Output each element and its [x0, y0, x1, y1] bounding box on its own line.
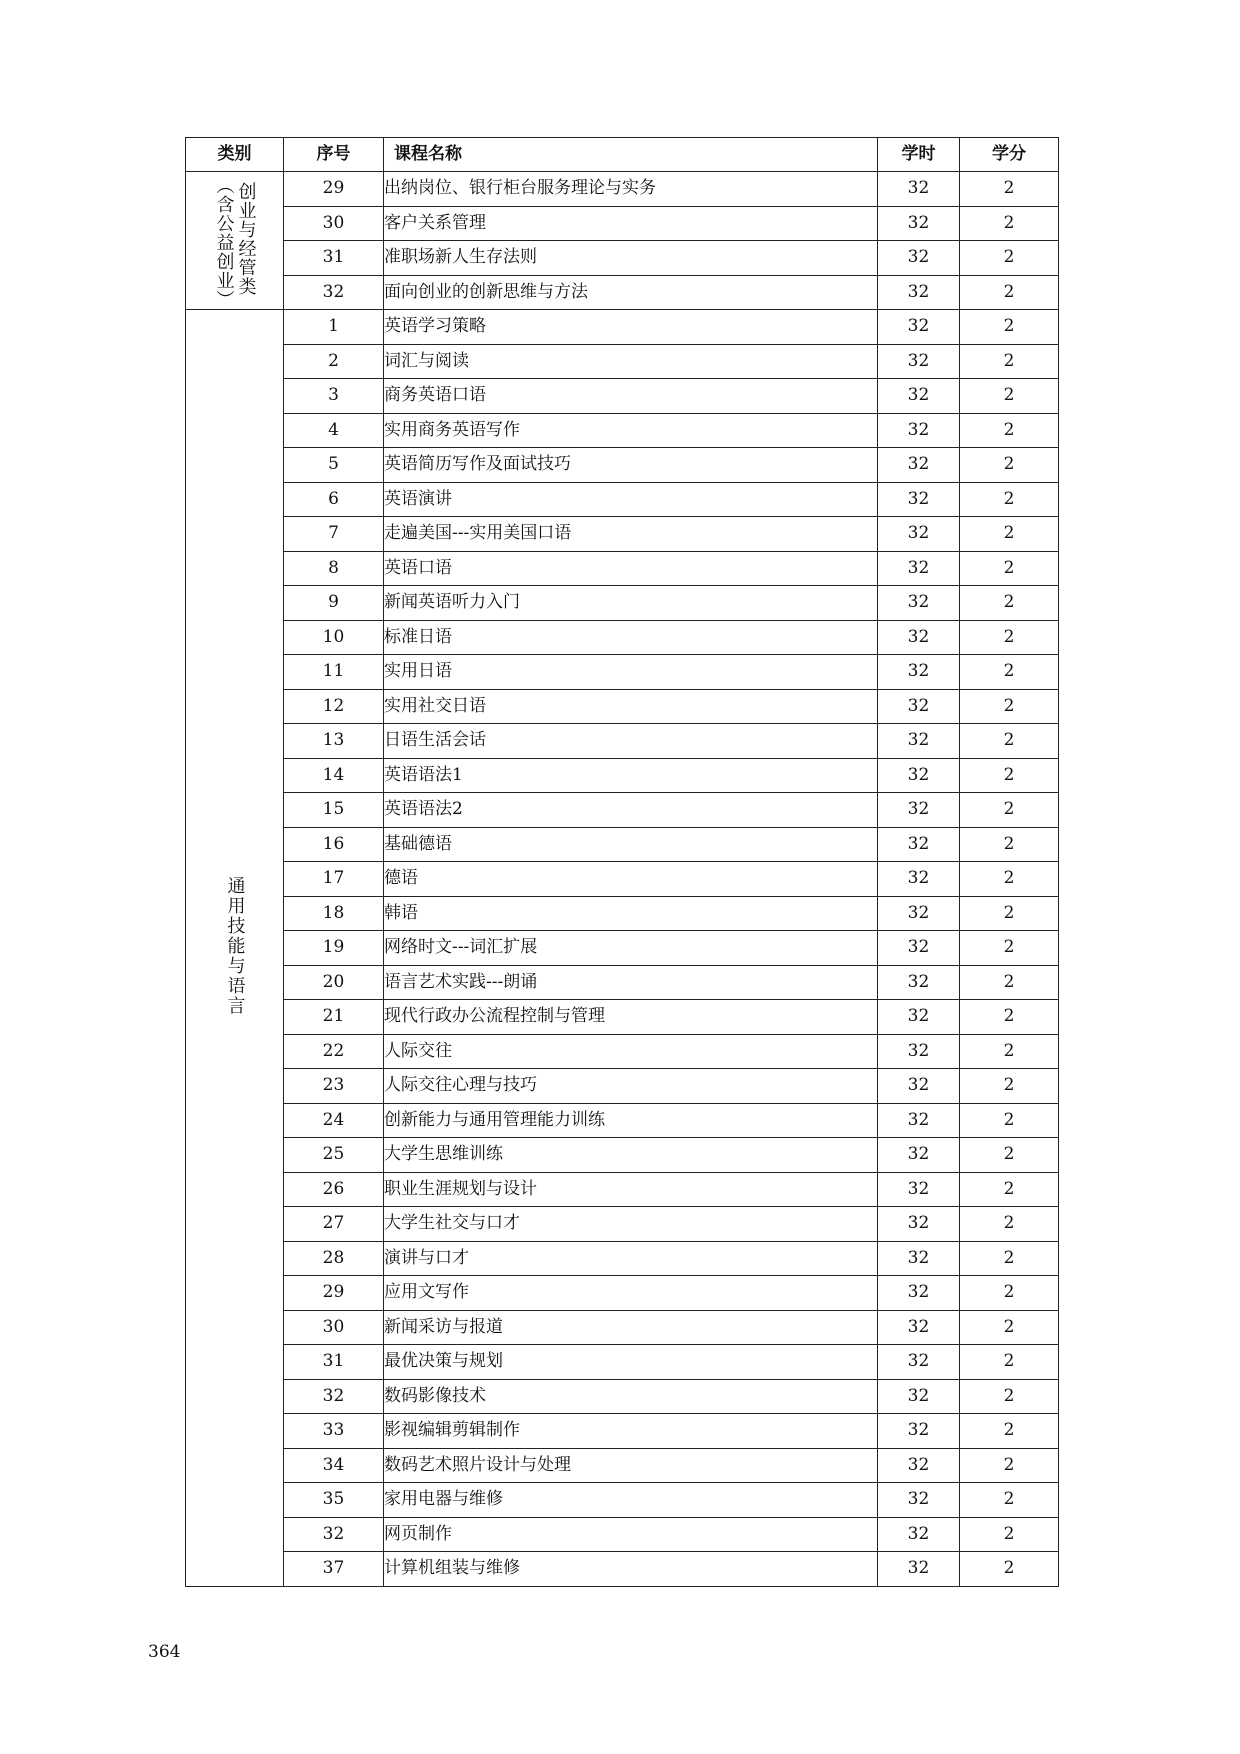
- course-number: 27: [284, 1207, 384, 1242]
- course-name: 网页制作: [384, 1517, 878, 1552]
- course-name: 准职场新人生存法则: [384, 241, 878, 276]
- course-hours: 32: [878, 1207, 960, 1242]
- category-cell: [186, 310, 284, 1587]
- course-credit: 2: [960, 206, 1059, 241]
- course-name: 家用电器与维修: [384, 1483, 878, 1518]
- course-credit: 2: [960, 379, 1059, 414]
- course-hours: 32: [878, 1000, 960, 1035]
- course-name: 出纳岗位、银行柜台服务理论与实务: [384, 172, 878, 207]
- table-row: [186, 620, 1059, 655]
- course-credit: 2: [960, 1517, 1059, 1552]
- course-table: [185, 137, 1059, 1587]
- course-number: 32: [284, 1517, 384, 1552]
- table-row: [186, 793, 1059, 828]
- course-number: 32: [284, 275, 384, 310]
- course-name: 数码影像技术: [384, 1379, 878, 1414]
- course-name: 英语学习策略: [384, 310, 878, 345]
- course-hours: 32: [878, 1345, 960, 1380]
- course-name: 演讲与口才: [384, 1241, 878, 1276]
- course-credit: 2: [960, 517, 1059, 552]
- course-number: 33: [284, 1414, 384, 1449]
- course-hours: 32: [878, 241, 960, 276]
- course-number: 30: [284, 1310, 384, 1345]
- table-row: [186, 1172, 1059, 1207]
- course-credit: 2: [960, 793, 1059, 828]
- header-course-name: 课程名称: [384, 138, 878, 172]
- course-number: 9: [284, 586, 384, 621]
- course-hours: 32: [878, 1172, 960, 1207]
- course-number: 28: [284, 1241, 384, 1276]
- course-name: 面向创业的创新思维与方法: [384, 275, 878, 310]
- table-row: [186, 1241, 1059, 1276]
- course-name: 计算机组装与维修: [384, 1552, 878, 1587]
- table-row: [186, 206, 1059, 241]
- course-hours: 32: [878, 1310, 960, 1345]
- course-hours: 32: [878, 344, 960, 379]
- course-credit: 2: [960, 1552, 1059, 1587]
- course-name: 最优决策与规划: [384, 1345, 878, 1380]
- header-credit: 学分: [960, 138, 1059, 172]
- category-label: 创业与经管类（含公益创业）: [213, 175, 257, 309]
- course-credit: 2: [960, 1310, 1059, 1345]
- category-cell: [186, 172, 284, 310]
- course-number: 19: [284, 931, 384, 966]
- course-number: 31: [284, 1345, 384, 1380]
- table-row: [186, 724, 1059, 759]
- course-number: 17: [284, 862, 384, 897]
- course-credit: 2: [960, 344, 1059, 379]
- course-credit: 2: [960, 931, 1059, 966]
- course-hours: 32: [878, 1379, 960, 1414]
- table-row: [186, 1517, 1059, 1552]
- course-credit: 2: [960, 1138, 1059, 1173]
- course-number: 34: [284, 1448, 384, 1483]
- table-row: [186, 827, 1059, 862]
- course-hours: 32: [878, 965, 960, 1000]
- table-row: [186, 896, 1059, 931]
- course-credit: 2: [960, 1379, 1059, 1414]
- course-hours: 32: [878, 1034, 960, 1069]
- table-row: [186, 551, 1059, 586]
- table-row: [186, 1034, 1059, 1069]
- course-credit: 2: [960, 1448, 1059, 1483]
- course-name: 韩语: [384, 896, 878, 931]
- course-number: 8: [284, 551, 384, 586]
- table-row: [186, 1000, 1059, 1035]
- course-name: 人际交往心理与技巧: [384, 1069, 878, 1104]
- course-number: 3: [284, 379, 384, 414]
- course-credit: 2: [960, 1034, 1059, 1069]
- page-number: 364: [148, 1642, 181, 1662]
- course-name: 德语: [384, 862, 878, 897]
- course-hours: 32: [878, 448, 960, 483]
- course-number: 23: [284, 1069, 384, 1104]
- course-hours: 32: [878, 793, 960, 828]
- course-credit: 2: [960, 1483, 1059, 1518]
- table-header-row: [186, 138, 1059, 172]
- table-row: [186, 1276, 1059, 1311]
- course-number: 6: [284, 482, 384, 517]
- course-hours: 32: [878, 1483, 960, 1518]
- course-credit: 2: [960, 724, 1059, 759]
- course-name: 实用社交日语: [384, 689, 878, 724]
- course-name: 词汇与阅读: [384, 344, 878, 379]
- course-credit: 2: [960, 1207, 1059, 1242]
- category-label: 通用技能与语言: [224, 875, 246, 1016]
- course-credit: 2: [960, 1345, 1059, 1380]
- table-row: [186, 1414, 1059, 1449]
- course-credit: 2: [960, 172, 1059, 207]
- table-row: [186, 310, 1059, 345]
- course-credit: 2: [960, 655, 1059, 690]
- table-row: [186, 655, 1059, 690]
- course-number: 29: [284, 172, 384, 207]
- course-number: 16: [284, 827, 384, 862]
- course-name: 现代行政办公流程控制与管理: [384, 1000, 878, 1035]
- course-name: 网络时文---词汇扩展: [384, 931, 878, 966]
- course-name: 大学生社交与口才: [384, 1207, 878, 1242]
- course-name: 创新能力与通用管理能力训练: [384, 1103, 878, 1138]
- course-hours: 32: [878, 620, 960, 655]
- table-row: [186, 517, 1059, 552]
- course-number: 30: [284, 206, 384, 241]
- course-number: 20: [284, 965, 384, 1000]
- course-name: 标准日语: [384, 620, 878, 655]
- course-hours: 32: [878, 517, 960, 552]
- course-credit: 2: [960, 1172, 1059, 1207]
- course-hours: 32: [878, 586, 960, 621]
- table-row: [186, 1552, 1059, 1587]
- course-number: 24: [284, 1103, 384, 1138]
- table-row: [186, 344, 1059, 379]
- course-credit: 2: [960, 241, 1059, 276]
- header-hours: 学时: [878, 138, 960, 172]
- header-category: 类别: [186, 138, 284, 172]
- course-name: 英语口语: [384, 551, 878, 586]
- course-hours: 32: [878, 655, 960, 690]
- course-hours: 32: [878, 206, 960, 241]
- course-hours: 32: [878, 1069, 960, 1104]
- course-hours: 32: [878, 1414, 960, 1449]
- course-credit: 2: [960, 862, 1059, 897]
- table-row: [186, 586, 1059, 621]
- course-hours: 32: [878, 379, 960, 414]
- course-name: 影视编辑剪辑制作: [384, 1414, 878, 1449]
- course-name: 数码艺术照片设计与处理: [384, 1448, 878, 1483]
- course-name: 大学生思维训练: [384, 1138, 878, 1173]
- table-row: [186, 965, 1059, 1000]
- table-row: [186, 1103, 1059, 1138]
- course-name: 基础德语: [384, 827, 878, 862]
- course-number: 11: [284, 655, 384, 690]
- table-row: [186, 1069, 1059, 1104]
- course-number: 15: [284, 793, 384, 828]
- table-row: [186, 758, 1059, 793]
- course-credit: 2: [960, 1069, 1059, 1104]
- table-row: [186, 482, 1059, 517]
- course-hours: 32: [878, 931, 960, 966]
- course-name: 新闻英语听力入门: [384, 586, 878, 621]
- course-number: 1: [284, 310, 384, 345]
- course-number: 5: [284, 448, 384, 483]
- course-hours: 32: [878, 724, 960, 759]
- course-hours: 32: [878, 275, 960, 310]
- course-name: 商务英语口语: [384, 379, 878, 414]
- table-row: [186, 1345, 1059, 1380]
- course-number: 10: [284, 620, 384, 655]
- table-row: [186, 413, 1059, 448]
- course-number: 13: [284, 724, 384, 759]
- table-row: [186, 1483, 1059, 1518]
- course-hours: 32: [878, 1448, 960, 1483]
- course-hours: 32: [878, 1138, 960, 1173]
- course-number: 32: [284, 1379, 384, 1414]
- course-credit: 2: [960, 586, 1059, 621]
- course-hours: 32: [878, 896, 960, 931]
- course-credit: 2: [960, 1414, 1059, 1449]
- course-hours: 32: [878, 310, 960, 345]
- course-credit: 2: [960, 310, 1059, 345]
- course-hours: 32: [878, 758, 960, 793]
- course-name: 语言艺术实践---朗诵: [384, 965, 878, 1000]
- table-row: [186, 172, 1059, 207]
- table-row: [186, 241, 1059, 276]
- course-number: 21: [284, 1000, 384, 1035]
- course-credit: 2: [960, 413, 1059, 448]
- course-credit: 2: [960, 758, 1059, 793]
- course-credit: 2: [960, 482, 1059, 517]
- course-name: 英语简历写作及面试技巧: [384, 448, 878, 483]
- course-number: 31: [284, 241, 384, 276]
- course-credit: 2: [960, 1241, 1059, 1276]
- course-number: 29: [284, 1276, 384, 1311]
- course-name: 英语演讲: [384, 482, 878, 517]
- course-name: 走遍美国---实用美国口语: [384, 517, 878, 552]
- course-name: 客户关系管理: [384, 206, 878, 241]
- course-name: 人际交往: [384, 1034, 878, 1069]
- course-number: 18: [284, 896, 384, 931]
- table-row: [186, 1379, 1059, 1414]
- course-credit: 2: [960, 551, 1059, 586]
- course-number: 37: [284, 1552, 384, 1587]
- course-name: 日语生活会话: [384, 724, 878, 759]
- course-name: 新闻采访与报道: [384, 1310, 878, 1345]
- course-hours: 32: [878, 689, 960, 724]
- course-credit: 2: [960, 275, 1059, 310]
- course-credit: 2: [960, 1103, 1059, 1138]
- course-name: 职业生涯规划与设计: [384, 1172, 878, 1207]
- header-number: 序号: [284, 138, 384, 172]
- course-name: 实用商务英语写作: [384, 413, 878, 448]
- course-number: 4: [284, 413, 384, 448]
- course-name: 应用文写作: [384, 1276, 878, 1311]
- course-hours: 32: [878, 1276, 960, 1311]
- table-row: [186, 275, 1059, 310]
- table-row: [186, 689, 1059, 724]
- course-number: 7: [284, 517, 384, 552]
- course-credit: 2: [960, 620, 1059, 655]
- course-hours: 32: [878, 482, 960, 517]
- course-hours: 32: [878, 1517, 960, 1552]
- table-body: [186, 172, 1059, 1587]
- table-row: [186, 862, 1059, 897]
- table-row: [186, 379, 1059, 414]
- course-hours: 32: [878, 413, 960, 448]
- course-name: 英语语法2: [384, 793, 878, 828]
- course-number: 12: [284, 689, 384, 724]
- course-hours: 32: [878, 1103, 960, 1138]
- course-hours: 32: [878, 862, 960, 897]
- table-row: [186, 1310, 1059, 1345]
- course-hours: 32: [878, 551, 960, 586]
- course-number: 22: [284, 1034, 384, 1069]
- table-row: [186, 1138, 1059, 1173]
- course-credit: 2: [960, 896, 1059, 931]
- course-hours: 32: [878, 1552, 960, 1587]
- course-credit: 2: [960, 689, 1059, 724]
- course-credit: 2: [960, 1276, 1059, 1311]
- course-credit: 2: [960, 448, 1059, 483]
- course-hours: 32: [878, 827, 960, 862]
- course-number: 14: [284, 758, 384, 793]
- course-credit: 2: [960, 965, 1059, 1000]
- course-number: 35: [284, 1483, 384, 1518]
- course-number: 2: [284, 344, 384, 379]
- course-hours: 32: [878, 172, 960, 207]
- course-number: 25: [284, 1138, 384, 1173]
- table-row: [186, 1448, 1059, 1483]
- course-name: 英语语法1: [384, 758, 878, 793]
- course-credit: 2: [960, 1000, 1059, 1035]
- course-hours: 32: [878, 1241, 960, 1276]
- course-number: 26: [284, 1172, 384, 1207]
- course-name: 实用日语: [384, 655, 878, 690]
- table-row: [186, 448, 1059, 483]
- course-credit: 2: [960, 827, 1059, 862]
- table-row: [186, 931, 1059, 966]
- table-row: [186, 1207, 1059, 1242]
